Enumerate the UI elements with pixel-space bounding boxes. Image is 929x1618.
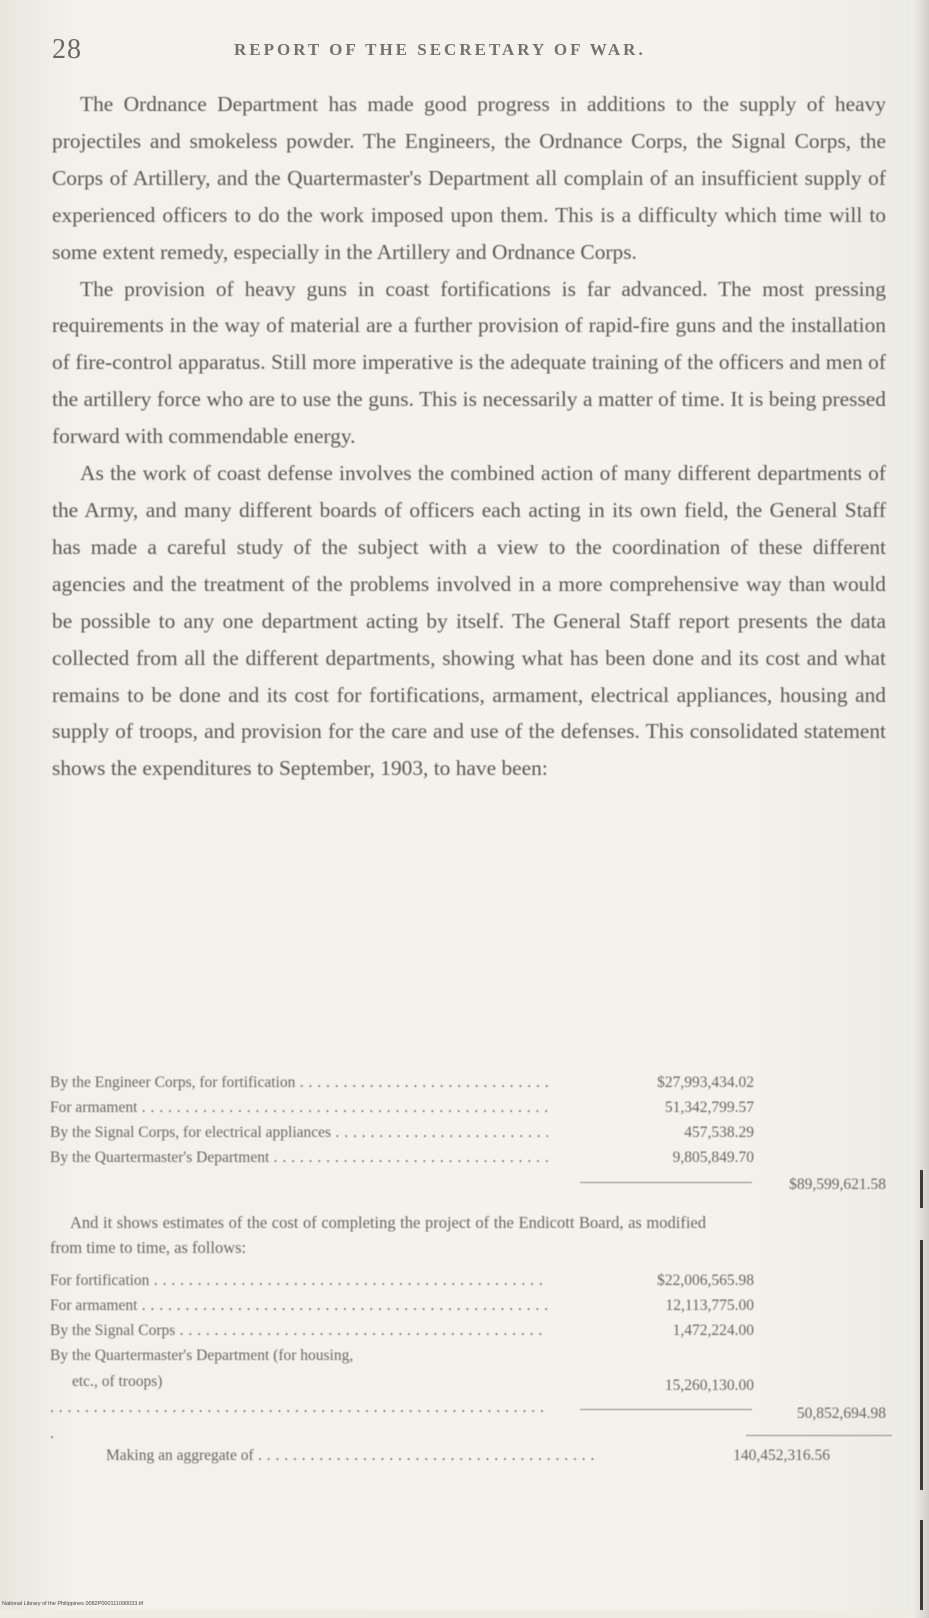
- sum-rule: [746, 1435, 892, 1436]
- expenditure-amount: $27,993,434.02: [657, 1074, 754, 1091]
- estimate-label: For armament . . .: [50, 1293, 548, 1318]
- estimate-label-wrapped: [50, 1343, 548, 1447]
- estimates-intro: And it shows estimates of the cost of completing the project of the Endicott Board, as modified from time to time, as follows:: [50, 1213, 706, 1257]
- expenditure-total: $89,599,621.58: [789, 1176, 886, 1193]
- estimate-row: [50, 1268, 886, 1293]
- expenditure-row: [50, 1145, 886, 1170]
- expenditure-row: [50, 1070, 886, 1095]
- paragraph-ordnance: The Ordnance Department has made good progress in additions to the supply of heavy projectiles and smokeless powder. The Engineers, the Ordnance Corps, the Signal Corps, the Corps of Artillery, and the Quartermaster's Department all complain of an insufficient supply of experienced officers to do the work imposed upon them. This is a difficulty which time will to some extent remedy, especially in the Artillery and Ordnance Corps.: [52, 92, 886, 264]
- estimate-label: For fortification . . .: [50, 1268, 548, 1293]
- expenditure-total-row: [50, 1170, 886, 1200]
- estimate-amount: 15,260,130.00: [664, 1377, 754, 1394]
- paragraph-heavy-guns: The provision of heavy guns in coast fortifications is far advanced. The most pressing requirements in the way of material are a further provision of rapid-fire guns and the installation of fire-control apparatus. Still more imperative is the adequate training of the officers and men of the artillery force who are to use the guns. This is necessarily a matter of time. It is being pressed forward with commendable energy.: [52, 276, 886, 449]
- running-head: REPORT OF THE SECRETARY OF WAR.: [234, 40, 646, 59]
- edge-mark: [920, 1170, 923, 1208]
- expenditure-amount: 9,805,849.70: [672, 1149, 754, 1166]
- aggregate-row: [106, 1443, 886, 1468]
- estimate-row: [50, 1318, 886, 1343]
- aggregate-label: Making an aggregate of . . .: [106, 1443, 596, 1468]
- estimate-total-row: [50, 1399, 886, 1429]
- expenditure-amount: 51,342,799.57: [664, 1099, 754, 1116]
- scan-footer: National Library of the Philippines 0082P000111090033.tif: [2, 1601, 144, 1607]
- expenditure-label: By the Engineer Corps, for fortification . . .: [50, 1070, 548, 1095]
- expenditure-label: By the Signal Corps, for electrical appliances . . .: [50, 1120, 548, 1145]
- paragraph-coast-defense: As the work of coast defense involves the combined action of many different departments of the Army, and many different boards of officers each acting in its own field, the General Staff has made a careful study of the subject with a view to the coordination of these different agencies and the treatment of the problems involved in a more comprehensive way than would be possible to any one department acting by itself. The General Staff report presents the data collected from all the different departments, showing what has been done and its cost and what remains to be done and its cost for fortifications, armament, electrical appliances, housing and supply of troops, and provision for the care and use of the defenses. This consolidated statement shows the expenditures to September, 1903, to have been:: [52, 461, 886, 781]
- page-number: 28: [52, 34, 82, 65]
- estimate-label: By the Signal Corps . . .: [50, 1318, 548, 1343]
- expenditure-amount: 457,538.29: [684, 1124, 754, 1141]
- estimate-amount: 1,472,224.00: [672, 1322, 754, 1339]
- aggregate-total: 140,452,316.56: [733, 1447, 830, 1464]
- financial-statement: [50, 1070, 886, 1468]
- estimate-amount: 12,113,775.00: [665, 1297, 754, 1314]
- body-text: [52, 86, 886, 787]
- edge-mark: [920, 1520, 923, 1610]
- edge-mark: [920, 1240, 923, 1490]
- estimate-row: [50, 1293, 886, 1318]
- page-header: [52, 34, 882, 64]
- expenditure-row: [50, 1120, 886, 1145]
- estimate-label-line1: By the Quartermaster's Department (for housing,: [50, 1347, 354, 1364]
- expenditure-label: For armament . . .: [50, 1095, 548, 1120]
- estimate-label-line2: etc., of troops): [72, 1373, 163, 1390]
- estimate-row-wrapped: [50, 1343, 886, 1399]
- estimate-amount: $22,006,565.98: [657, 1272, 754, 1289]
- estimate-total: 50,852,694.98: [796, 1405, 886, 1422]
- expenditure-row: [50, 1095, 886, 1120]
- expenditure-label: By the Quartermaster's Department . . .: [50, 1145, 548, 1170]
